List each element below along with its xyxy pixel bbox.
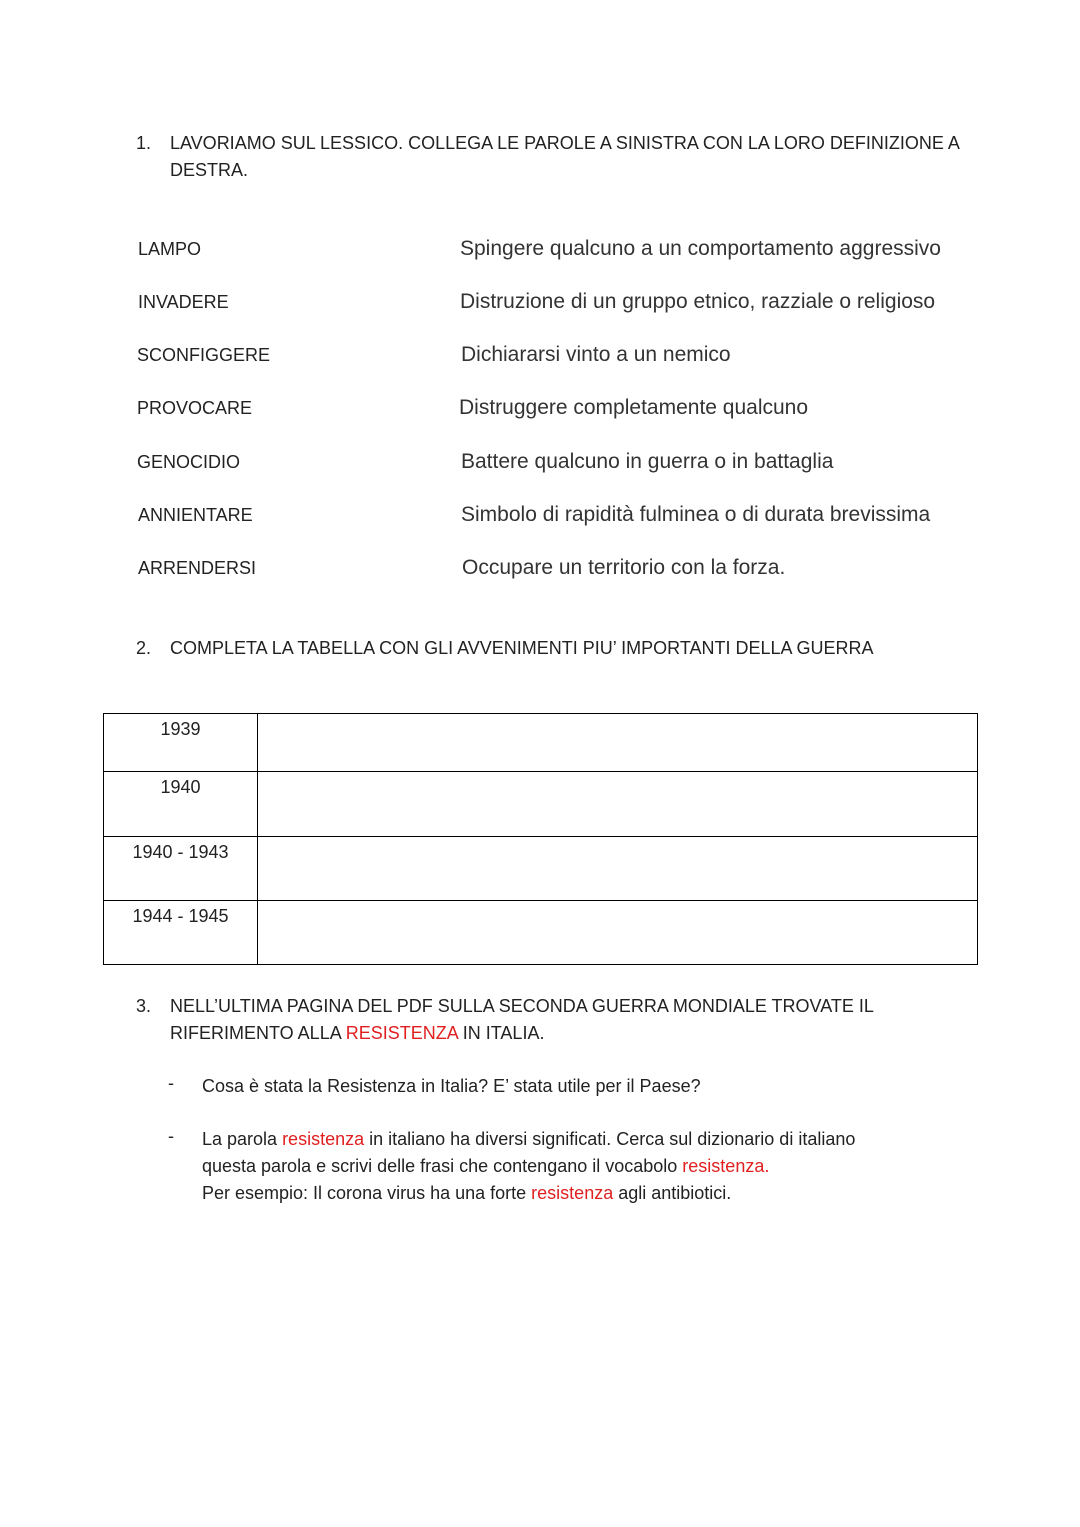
bullet-2-line2: [202, 1153, 769, 1180]
definition-item: Distruzione di un gruppo etnico, razziale o religioso: [460, 290, 936, 313]
question-1-text-line2: DESTRA.: [170, 160, 249, 180]
bullet-marker: -: [168, 1126, 174, 1146]
definition-item: Battere qualcuno in guerra o in battaglia: [461, 450, 834, 473]
question-3-text-line2: [170, 1020, 544, 1047]
definition-item: Spingere qualcuno a un comportamento aggressivo: [460, 237, 941, 260]
table-row: [104, 837, 978, 901]
term-item: ANNIENTARE: [138, 505, 253, 525]
term-item: PROVOCARE: [137, 398, 253, 418]
resistenza-highlight: resistenza.: [682, 1156, 770, 1176]
definition-item: Dichiararsi vinto a un nemico: [461, 343, 731, 366]
bullet-2-line2-text: questa parola e scrivi delle frasi che contengano il vocabolo: [202, 1156, 683, 1176]
question-2-number: 2.: [136, 638, 152, 658]
question-1-text-line1: LAVORIAMO SUL LESSICO. COLLEGA LE PAROLE A SINISTRA CON LA LORO DEFINIZIONE A: [170, 133, 960, 153]
definition-item: Distruggere completamente qualcuno: [459, 396, 809, 419]
table-row: [104, 772, 978, 837]
bullet-item-1: [0, 1073, 1080, 1100]
year-cell: 1939: [104, 714, 258, 772]
bullet-marker: -: [168, 1073, 174, 1093]
table-row: [104, 714, 978, 772]
resistenza-highlight: resistenza: [282, 1129, 365, 1149]
year-cell: 1940: [104, 772, 258, 837]
term-item: GENOCIDIO: [137, 452, 241, 472]
question-2-text: COMPLETA LA TABELLA CON GLI AVVENIMENTI PIU’ IMPORTANTI DELLA GUERRA: [170, 638, 874, 658]
question-3-number: 3.: [136, 996, 152, 1016]
event-cell[interactable]: [258, 772, 978, 837]
question-3-line2-suffix: IN ITALIA.: [457, 1023, 545, 1043]
bullet-2-line1: [202, 1126, 855, 1153]
event-cell[interactable]: [258, 901, 978, 965]
term-item: LAMPO: [138, 239, 202, 259]
bullet-1-text: Cosa è stata la Resistenza in Italia? E’ stata utile per il Paese?: [202, 1076, 701, 1096]
definition-item: Occupare un territorio con la forza.: [462, 556, 786, 579]
table-row: [104, 901, 978, 965]
bullet-2-line3-text: Per esempio: Il corona virus ha una forte: [202, 1183, 532, 1203]
term-item: SCONFIGGERE: [137, 345, 271, 365]
term-item: ARRENDERSI: [138, 558, 257, 578]
question-1-number: 1.: [136, 133, 152, 153]
bullet-2-line3-suffix: agli antibiotici.: [613, 1183, 732, 1203]
question-3-line2-text: RIFERIMENTO ALLA: [170, 1023, 346, 1043]
resistenza-highlight: RESISTENZA: [345, 1023, 458, 1043]
event-cell[interactable]: [258, 714, 978, 772]
bullet-2-line1-suffix: in italiano ha diversi significati. Cerca sul dizionario di italiano: [364, 1129, 856, 1149]
year-cell: 1940 - 1943: [104, 837, 258, 901]
events-table: [103, 713, 978, 965]
bullet-2-line1-text: La parola: [202, 1129, 283, 1149]
event-cell[interactable]: [258, 837, 978, 901]
term-item: INVADERE: [138, 292, 229, 312]
bullet-2-line3: [202, 1180, 731, 1207]
question-3-text-line1: NELL’ULTIMA PAGINA DEL PDF SULLA SECONDA GUERRA MONDIALE TROVATE IL: [170, 996, 874, 1016]
year-cell: 1944 - 1945: [104, 901, 258, 965]
definition-item: Simbolo di rapidità fulminea o di durata brevissima: [461, 503, 931, 526]
bullet-item-2: [0, 1126, 1080, 1207]
resistenza-highlight: resistenza: [531, 1183, 614, 1203]
